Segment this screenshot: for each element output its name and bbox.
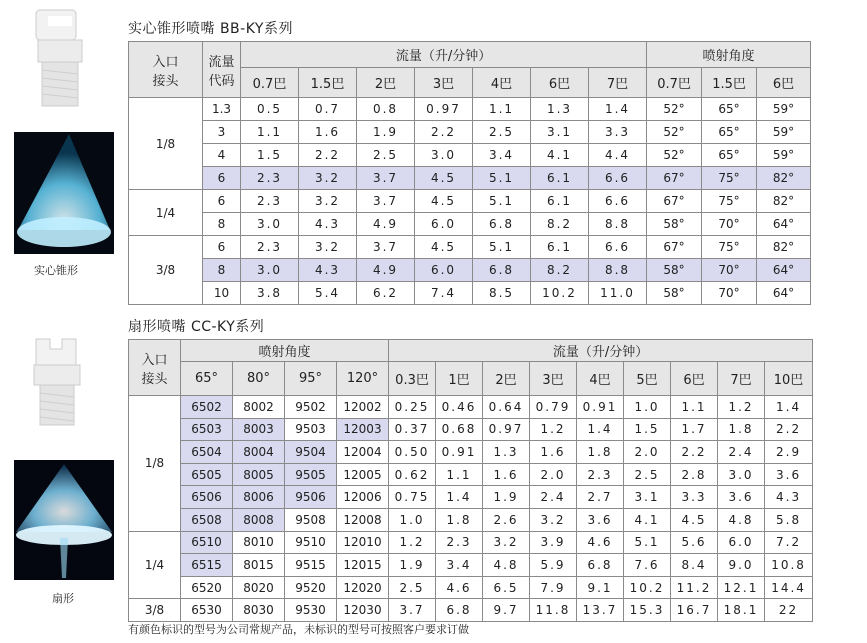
angle-value: 64° bbox=[757, 282, 811, 305]
flow-value: 5.1 bbox=[473, 167, 531, 190]
pressure-header: 6巴 bbox=[531, 68, 589, 98]
table-row bbox=[129, 98, 811, 121]
flow-value: 3.7 bbox=[389, 599, 436, 622]
flow-value: 6.8 bbox=[473, 259, 531, 282]
flow-value: 4.8 bbox=[718, 508, 765, 531]
flow-value: 4.5 bbox=[415, 190, 473, 213]
table-row bbox=[129, 531, 813, 554]
flat-fan-nozzle-image bbox=[28, 335, 88, 430]
model-code: 9504 bbox=[285, 441, 337, 464]
flow-value: 1.2 bbox=[718, 396, 765, 419]
flow-value: 6.6 bbox=[589, 190, 647, 213]
flow-value: 6.1 bbox=[531, 190, 589, 213]
model-code: 6515 bbox=[181, 554, 233, 577]
flow-code: 4 bbox=[203, 144, 241, 167]
model-code: 12005 bbox=[337, 463, 389, 486]
flow-value: 7.2 bbox=[765, 531, 813, 554]
flow-value: 6.8 bbox=[436, 599, 483, 622]
flow-value: 1.7 bbox=[671, 418, 718, 441]
angle-value: 75° bbox=[702, 190, 757, 213]
model-code: 6508 bbox=[181, 508, 233, 531]
model-code: 9505 bbox=[285, 463, 337, 486]
model-code: 12004 bbox=[337, 441, 389, 464]
flow-value: 6.1 bbox=[531, 236, 589, 259]
flow-value: 1.5 bbox=[241, 144, 299, 167]
model-code: 12006 bbox=[337, 486, 389, 509]
flow-value: 6.0 bbox=[718, 531, 765, 554]
model-code: 6530 bbox=[181, 599, 233, 622]
flat-fan-caption: 扇形 bbox=[52, 592, 74, 605]
flow-value: 1.6 bbox=[299, 121, 357, 144]
flow-code-header: 流量代码 bbox=[203, 42, 241, 98]
flow-value: 2.8 bbox=[671, 463, 718, 486]
flow-value: 3.2 bbox=[530, 508, 577, 531]
model-code: 8020 bbox=[233, 576, 285, 599]
model-code: 8008 bbox=[233, 508, 285, 531]
model-code: 8030 bbox=[233, 599, 285, 622]
flow-value: 5.4 bbox=[299, 282, 357, 305]
flow-value: 0.50 bbox=[389, 441, 436, 464]
flow-value: 2.5 bbox=[389, 576, 436, 599]
flow-value: 5.1 bbox=[473, 190, 531, 213]
flow-value: 3.6 bbox=[718, 486, 765, 509]
model-code: 6503 bbox=[181, 418, 233, 441]
flow-value: 9.0 bbox=[718, 554, 765, 577]
table-row bbox=[129, 396, 813, 419]
model-code: 9520 bbox=[285, 576, 337, 599]
flow-value: 2.3 bbox=[241, 190, 299, 213]
model-code: 8005 bbox=[233, 463, 285, 486]
flow-value: 0.64 bbox=[483, 396, 530, 419]
flow-value: 3.2 bbox=[299, 190, 357, 213]
model-code: 8003 bbox=[233, 418, 285, 441]
flow-value: 22 bbox=[765, 599, 813, 622]
model-code: 8006 bbox=[233, 486, 285, 509]
angle-value: 59° bbox=[757, 121, 811, 144]
solid-cone-nozzle-image bbox=[28, 8, 98, 113]
table-row bbox=[129, 121, 811, 144]
flow-value: 1.1 bbox=[241, 121, 299, 144]
flow-value: 1.6 bbox=[483, 463, 530, 486]
flow-value: 4.3 bbox=[299, 213, 357, 236]
pressure-header: 0.3巴 bbox=[389, 362, 436, 396]
pressure-header: 6巴 bbox=[671, 362, 718, 396]
model-code: 12015 bbox=[337, 554, 389, 577]
model-code: 12020 bbox=[337, 576, 389, 599]
model-code: 8010 bbox=[233, 531, 285, 554]
angle-value: 58° bbox=[647, 213, 702, 236]
flow-value: 0.97 bbox=[483, 418, 530, 441]
flow-value: 8.8 bbox=[589, 259, 647, 282]
flow-value: 10.8 bbox=[765, 554, 813, 577]
flow-value: 4.9 bbox=[357, 259, 415, 282]
angle-value: 65° bbox=[702, 144, 757, 167]
flow-value: 7.9 bbox=[530, 576, 577, 599]
pressure-header: 2巴 bbox=[483, 362, 530, 396]
angle-value: 65° bbox=[702, 98, 757, 121]
flow-value: 5.6 bbox=[671, 531, 718, 554]
flow-value: 6.8 bbox=[577, 554, 624, 577]
model-code: 12010 bbox=[337, 531, 389, 554]
flow-value: 9.7 bbox=[483, 599, 530, 622]
flow-value: 6.0 bbox=[415, 259, 473, 282]
flat-fan-table bbox=[128, 339, 813, 622]
pressure-header: 10巴 bbox=[765, 362, 813, 396]
flow-value: 4.6 bbox=[577, 531, 624, 554]
flow-code: 6 bbox=[203, 167, 241, 190]
pressure-header: 7巴 bbox=[718, 362, 765, 396]
flow-value: 2.3 bbox=[577, 463, 624, 486]
flow-value: 0.8 bbox=[357, 98, 415, 121]
flow-value: 8.4 bbox=[671, 554, 718, 577]
flow-value: 4.4 bbox=[589, 144, 647, 167]
flow-value: 1.2 bbox=[530, 418, 577, 441]
angle-value: 59° bbox=[757, 98, 811, 121]
pressure-header: 4巴 bbox=[473, 68, 531, 98]
pressure-header: 5巴 bbox=[624, 362, 671, 396]
angle-header: 120° bbox=[337, 362, 389, 396]
flow-value: 8.2 bbox=[531, 259, 589, 282]
angle-header: 80° bbox=[233, 362, 285, 396]
model-code: 6520 bbox=[181, 576, 233, 599]
flow-value: 1.0 bbox=[389, 508, 436, 531]
model-code: 6504 bbox=[181, 441, 233, 464]
flow-value: 14.4 bbox=[765, 576, 813, 599]
angle-pressure-header: 1.5巴 bbox=[702, 68, 757, 98]
flow-value: 11.2 bbox=[671, 576, 718, 599]
angle-header: 65° bbox=[181, 362, 233, 396]
angle-value: 82° bbox=[757, 190, 811, 213]
flow-value: 2.5 bbox=[357, 144, 415, 167]
angle-value: 67° bbox=[647, 167, 702, 190]
flow-value: 1.0 bbox=[624, 396, 671, 419]
angle-header: 喷射角度 bbox=[647, 42, 811, 68]
model-code: 6506 bbox=[181, 486, 233, 509]
flow-value: 16.7 bbox=[671, 599, 718, 622]
table-row bbox=[129, 554, 813, 577]
flow-value: 3.0 bbox=[415, 144, 473, 167]
flow-value: 5.1 bbox=[473, 236, 531, 259]
angle-pressure-header: 0.7巴 bbox=[647, 68, 702, 98]
flow-value: 4.3 bbox=[765, 486, 813, 509]
flow-value: 3.2 bbox=[299, 167, 357, 190]
flow-value: 7.4 bbox=[415, 282, 473, 305]
flow-value: 1.4 bbox=[589, 98, 647, 121]
model-code: 9503 bbox=[285, 418, 337, 441]
flow-value: 0.97 bbox=[415, 98, 473, 121]
flow-value: 1.8 bbox=[577, 441, 624, 464]
inlet-size: 1/4 bbox=[129, 531, 181, 599]
flow-value: 1.9 bbox=[483, 486, 530, 509]
flow-value: 0.75 bbox=[389, 486, 436, 509]
model-code: 9502 bbox=[285, 396, 337, 419]
flow-header: 流量（升/分钟） bbox=[389, 340, 813, 362]
table-row bbox=[129, 167, 811, 190]
model-code: 9515 bbox=[285, 554, 337, 577]
flow-value: 0.68 bbox=[436, 418, 483, 441]
flow-value: 3.0 bbox=[241, 213, 299, 236]
pressure-header: 4巴 bbox=[577, 362, 624, 396]
flow-value: 3.2 bbox=[483, 531, 530, 554]
flow-value: 1.9 bbox=[357, 121, 415, 144]
flow-value: 3.6 bbox=[765, 463, 813, 486]
table-row bbox=[129, 144, 811, 167]
flow-value: 3.7 bbox=[357, 167, 415, 190]
flow-value: 2.3 bbox=[241, 167, 299, 190]
flow-value: 4.9 bbox=[357, 213, 415, 236]
model-code: 9510 bbox=[285, 531, 337, 554]
inlet-size: 1/4 bbox=[129, 190, 203, 236]
flow-value: 2.4 bbox=[718, 441, 765, 464]
angle-value: 52° bbox=[647, 121, 702, 144]
angle-value: 52° bbox=[647, 98, 702, 121]
flow-value: 1.5 bbox=[624, 418, 671, 441]
table-row bbox=[129, 418, 813, 441]
model-code: 8004 bbox=[233, 441, 285, 464]
flow-value: 4.3 bbox=[299, 259, 357, 282]
model-code: 12002 bbox=[337, 396, 389, 419]
flat-fan-spray-image bbox=[14, 460, 114, 580]
flow-value: 2.5 bbox=[473, 121, 531, 144]
flow-value: 5.1 bbox=[624, 531, 671, 554]
table-row bbox=[129, 508, 813, 531]
angle-value: 65° bbox=[702, 121, 757, 144]
angle-value: 64° bbox=[757, 213, 811, 236]
flow-value: 3.1 bbox=[624, 486, 671, 509]
flow-value: 4.5 bbox=[671, 508, 718, 531]
flow-value: 3.9 bbox=[530, 531, 577, 554]
flow-value: 3.3 bbox=[671, 486, 718, 509]
pressure-header: 7巴 bbox=[589, 68, 647, 98]
flow-value: 0.5 bbox=[241, 98, 299, 121]
flow-value: 6.8 bbox=[473, 213, 531, 236]
flat-fan-series-title: 扇形喷嘴 CC-KY系列 bbox=[128, 319, 265, 335]
flow-value: 8.8 bbox=[589, 213, 647, 236]
model-code: 6502 bbox=[181, 396, 233, 419]
flow-value: 1.3 bbox=[483, 441, 530, 464]
angle-value: 82° bbox=[757, 236, 811, 259]
flow-value: 2.0 bbox=[624, 441, 671, 464]
flow-value: 4.6 bbox=[436, 576, 483, 599]
inlet-size: 1/8 bbox=[129, 396, 181, 532]
flow-value: 3.1 bbox=[531, 121, 589, 144]
model-code: 8002 bbox=[233, 396, 285, 419]
flow-value: 10.2 bbox=[624, 576, 671, 599]
pressure-header: 3巴 bbox=[530, 362, 577, 396]
flow-value: 2.9 bbox=[765, 441, 813, 464]
angle-value: 70° bbox=[702, 259, 757, 282]
angle-header: 95° bbox=[285, 362, 337, 396]
flow-value: 1.9 bbox=[389, 554, 436, 577]
solid-cone-spray-image bbox=[14, 132, 114, 254]
angle-value: 58° bbox=[647, 282, 702, 305]
flow-value: 0.37 bbox=[389, 418, 436, 441]
pressure-header: 1.5巴 bbox=[299, 68, 357, 98]
flow-value: 11.0 bbox=[589, 282, 647, 305]
pressure-header: 3巴 bbox=[415, 68, 473, 98]
flow-value: 4.8 bbox=[483, 554, 530, 577]
flow-value: 6.1 bbox=[531, 167, 589, 190]
flow-value: 0.91 bbox=[577, 396, 624, 419]
flow-value: 2.2 bbox=[415, 121, 473, 144]
table-row bbox=[129, 486, 813, 509]
solid-cone-series-title: 实心锥形喷嘴 BB-KY系列 bbox=[128, 21, 293, 37]
flow-value: 8.5 bbox=[473, 282, 531, 305]
pressure-header: 1巴 bbox=[436, 362, 483, 396]
flow-value: 2.0 bbox=[530, 463, 577, 486]
angle-value: 70° bbox=[702, 282, 757, 305]
flow-value: 3.7 bbox=[357, 190, 415, 213]
angle-value: 67° bbox=[647, 190, 702, 213]
flow-value: 3.6 bbox=[577, 508, 624, 531]
model-code: 6505 bbox=[181, 463, 233, 486]
pressure-header: 0.7巴 bbox=[241, 68, 299, 98]
angle-value: 82° bbox=[757, 167, 811, 190]
flow-value: 2.2 bbox=[299, 144, 357, 167]
angle-header: 喷射角度 bbox=[181, 340, 389, 362]
flow-value: 13.7 bbox=[577, 599, 624, 622]
flow-header: 流量（升/分钟） bbox=[241, 42, 647, 68]
flow-value: 1.6 bbox=[530, 441, 577, 464]
angle-pressure-header: 6巴 bbox=[757, 68, 811, 98]
flow-value: 4.5 bbox=[415, 236, 473, 259]
flow-value: 6.0 bbox=[415, 213, 473, 236]
flow-value: 1.4 bbox=[436, 486, 483, 509]
flow-value: 1.3 bbox=[531, 98, 589, 121]
flow-value: 1.8 bbox=[436, 508, 483, 531]
flow-value: 15.3 bbox=[624, 599, 671, 622]
inlet-header: 入口接头 bbox=[129, 340, 181, 396]
model-code: 6510 bbox=[181, 531, 233, 554]
flow-value: 3.8 bbox=[241, 282, 299, 305]
model-code: 12003 bbox=[337, 418, 389, 441]
table-row bbox=[129, 463, 813, 486]
flow-value: 2.6 bbox=[483, 508, 530, 531]
flow-value: 4.1 bbox=[531, 144, 589, 167]
flow-value: 1.2 bbox=[389, 531, 436, 554]
flow-value: 5.8 bbox=[765, 508, 813, 531]
flow-value: 4.5 bbox=[415, 167, 473, 190]
flow-value: 0.25 bbox=[389, 396, 436, 419]
table-row bbox=[129, 576, 813, 599]
flow-value: 10.2 bbox=[531, 282, 589, 305]
flow-value: 5.9 bbox=[530, 554, 577, 577]
angle-value: 75° bbox=[702, 167, 757, 190]
model-code: 9508 bbox=[285, 508, 337, 531]
flow-code: 10 bbox=[203, 282, 241, 305]
flow-value: 1.1 bbox=[436, 463, 483, 486]
flow-value: 2.3 bbox=[436, 531, 483, 554]
flow-value: 0.62 bbox=[389, 463, 436, 486]
angle-value: 70° bbox=[702, 213, 757, 236]
footnote: 有颜色标识的型号为公司常规产品，未标识的型号可按照客户要求订做 bbox=[128, 623, 469, 636]
angle-value: 58° bbox=[647, 259, 702, 282]
flow-value: 3.2 bbox=[299, 236, 357, 259]
inlet-header: 入口接头 bbox=[129, 42, 203, 98]
table-row bbox=[129, 213, 811, 236]
table-row bbox=[129, 190, 811, 213]
flow-value: 2.3 bbox=[241, 236, 299, 259]
model-code: 9530 bbox=[285, 599, 337, 622]
table-row bbox=[129, 282, 811, 305]
flow-value: 3.0 bbox=[241, 259, 299, 282]
angle-value: 75° bbox=[702, 236, 757, 259]
table-row bbox=[129, 236, 811, 259]
flow-value: 0.7 bbox=[299, 98, 357, 121]
flow-value: 3.4 bbox=[473, 144, 531, 167]
flow-code: 8 bbox=[203, 259, 241, 282]
angle-value: 52° bbox=[647, 144, 702, 167]
flow-value: 12.1 bbox=[718, 576, 765, 599]
flow-code: 6 bbox=[203, 236, 241, 259]
flow-value: 3.3 bbox=[589, 121, 647, 144]
inlet-size: 3/8 bbox=[129, 236, 203, 305]
angle-value: 64° bbox=[757, 259, 811, 282]
flow-value: 0.79 bbox=[530, 396, 577, 419]
flow-value: 2.4 bbox=[530, 486, 577, 509]
table-row bbox=[129, 259, 811, 282]
inlet-size: 3/8 bbox=[129, 599, 181, 622]
flow-value: 2.7 bbox=[577, 486, 624, 509]
model-code: 12008 bbox=[337, 508, 389, 531]
model-code: 8015 bbox=[233, 554, 285, 577]
flow-value: 1.1 bbox=[473, 98, 531, 121]
table-row bbox=[129, 441, 813, 464]
flow-value: 7.6 bbox=[624, 554, 671, 577]
flow-value: 8.2 bbox=[531, 213, 589, 236]
angle-value: 59° bbox=[757, 144, 811, 167]
flow-code: 3 bbox=[203, 121, 241, 144]
flow-value: 3.7 bbox=[357, 236, 415, 259]
flow-value: 3.0 bbox=[718, 463, 765, 486]
flow-value: 4.1 bbox=[624, 508, 671, 531]
flow-value: 0.46 bbox=[436, 396, 483, 419]
flow-value: 1.8 bbox=[718, 418, 765, 441]
flow-value: 9.1 bbox=[577, 576, 624, 599]
flow-value: 18.1 bbox=[718, 599, 765, 622]
flow-value: 11.8 bbox=[530, 599, 577, 622]
flow-value: 6.2 bbox=[357, 282, 415, 305]
flow-value: 1.4 bbox=[765, 396, 813, 419]
flow-value: 3.4 bbox=[436, 554, 483, 577]
flow-value: 1.1 bbox=[671, 396, 718, 419]
flow-code: 8 bbox=[203, 213, 241, 236]
table-row bbox=[129, 599, 813, 622]
flow-value: 6.5 bbox=[483, 576, 530, 599]
angle-value: 67° bbox=[647, 236, 702, 259]
solid-cone-caption: 实心锥形 bbox=[34, 264, 78, 277]
model-code: 9506 bbox=[285, 486, 337, 509]
flow-value: 0.91 bbox=[436, 441, 483, 464]
flow-value: 2.2 bbox=[671, 441, 718, 464]
pressure-header: 2巴 bbox=[357, 68, 415, 98]
flow-value: 1.4 bbox=[577, 418, 624, 441]
flow-value: 2.2 bbox=[765, 418, 813, 441]
flow-value: 2.5 bbox=[624, 463, 671, 486]
model-code: 12030 bbox=[337, 599, 389, 622]
flow-code: 1.3 bbox=[203, 98, 241, 121]
solid-cone-table bbox=[128, 41, 811, 305]
inlet-size: 1/8 bbox=[129, 98, 203, 190]
flow-value: 6.6 bbox=[589, 167, 647, 190]
flow-value: 6.6 bbox=[589, 236, 647, 259]
flow-code: 6 bbox=[203, 190, 241, 213]
